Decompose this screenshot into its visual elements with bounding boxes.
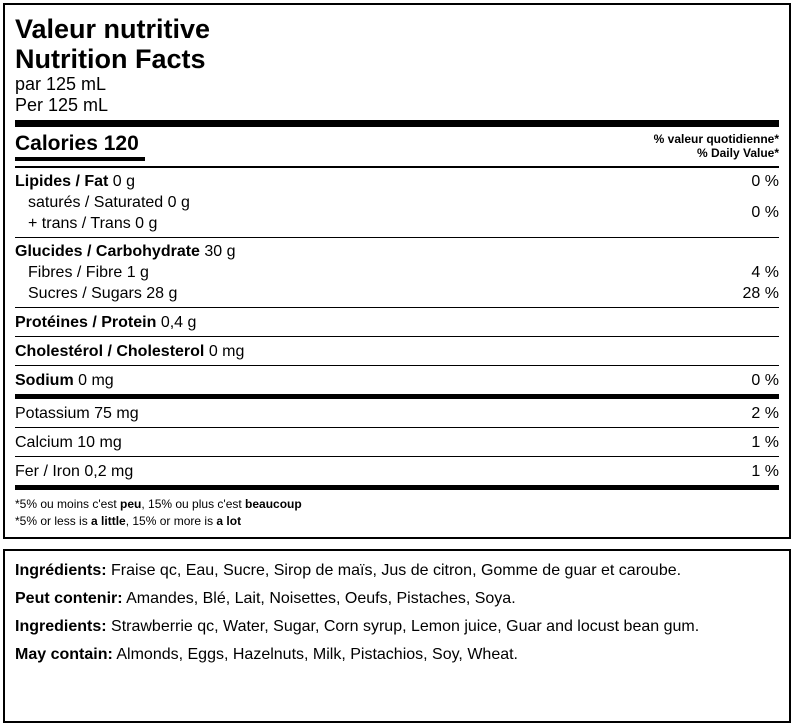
- footnote-en-emphasis: a little: [91, 514, 126, 528]
- may-contain-french-label: Peut contenir:: [15, 590, 123, 607]
- heavy-divider: [15, 120, 779, 127]
- ingredients-french-label: Ingrédients:: [15, 562, 107, 579]
- trans-row: [15, 213, 190, 234]
- fibre-dv: 4 %: [751, 264, 779, 281]
- daily-value-header-french: % valeur quotidienne*: [653, 132, 779, 146]
- footnote: [15, 496, 779, 530]
- sodium-label: Sodium: [15, 371, 74, 389]
- daily-value-header: [654, 132, 779, 160]
- carbohydrate-row: [15, 241, 779, 262]
- calories-text: [15, 131, 145, 161]
- ingredients-english-text: Strawberrie qc, Water, Sugar, Corn syrup, Lemon juice, Guar and locust bean gum.: [111, 618, 700, 635]
- fat-amount: 0 g: [112, 173, 136, 190]
- sodium-row: [15, 366, 779, 394]
- footnote-en-part: *5% or less is: [15, 514, 92, 528]
- saturated-trans-group: [15, 192, 779, 234]
- nutrition-facts-table: [3, 3, 791, 539]
- footnote-fr-emphasis: peu: [120, 497, 142, 511]
- iron-label: Fer / Iron: [15, 462, 80, 480]
- calcium-amount: 10 mg: [77, 433, 122, 451]
- footnote-en-part: , 15% or more is: [125, 514, 217, 528]
- cholesterol-amount: 0 mg: [208, 342, 245, 360]
- fibre-label: Fibres / Fibre: [28, 264, 123, 281]
- daily-value-header-english: % Daily Value*: [696, 146, 779, 160]
- saturated-trans-lines: [15, 192, 190, 234]
- footnote-en-emphasis: a lot: [216, 514, 242, 528]
- calcium-label: Calcium: [15, 433, 73, 451]
- divider: [15, 166, 779, 168]
- trans-label: + trans / Trans: [28, 215, 131, 232]
- ingredients-french-text: Fraise qc, Eau, Sucre, Sirop de maïs, Jus de citron, Gomme de guar et caroube.: [111, 562, 682, 579]
- calories-row: [15, 127, 779, 166]
- protein-row: [15, 308, 779, 336]
- calcium-dv: 1 %: [751, 433, 779, 451]
- protein-amount: 0,4 g: [160, 313, 197, 331]
- serving-size-french: par 125 mL: [15, 74, 107, 94]
- footnote-fr-part: *5% ou moins c'est: [15, 497, 121, 511]
- may-contain-french-text: Amandes, Blé, Lait, Noisettes, Oeufs, Pistaches, Soya.: [126, 590, 516, 607]
- calcium-row: [15, 428, 779, 456]
- footnote-fr-emphasis: beaucoup: [245, 497, 302, 511]
- serving-size-english: Per 125 mL: [15, 95, 109, 115]
- fat-row: [15, 171, 779, 192]
- title-english: Nutrition Facts: [15, 44, 206, 74]
- iron-amount: 0,2 mg: [84, 462, 134, 480]
- may-contain-english: [15, 644, 779, 672]
- fat-dv: 0 %: [751, 173, 779, 190]
- sugars-label: Sucres / Sugars: [28, 285, 142, 302]
- sodium-dv: 0 %: [751, 371, 779, 389]
- ingredients-french: [15, 560, 779, 588]
- saturated-trans-dv: 0 %: [751, 204, 779, 221]
- protein-label: Protéines / Protein: [15, 313, 157, 331]
- saturated-label: saturés / Saturated: [28, 194, 164, 211]
- ingredients-english: [15, 616, 779, 644]
- divider: [15, 237, 779, 238]
- trans-amount: 0 g: [135, 215, 158, 232]
- potassium-amount: 75 mg: [94, 404, 139, 422]
- potassium-label: Potassium: [15, 404, 90, 422]
- may-contain-french: [15, 588, 779, 616]
- saturated-amount: 0 g: [167, 194, 190, 211]
- fat-label-group: [15, 171, 135, 192]
- saturated-row: [15, 192, 190, 213]
- sodium-amount: 0 mg: [78, 371, 114, 389]
- potassium-row: [15, 399, 779, 427]
- may-contain-english-text: Almonds, Eggs, Hazelnuts, Milk, Pistachios, Soy, Wheat.: [116, 646, 518, 663]
- calories-value: 120: [103, 132, 139, 155]
- cholesterol-label: Cholestérol / Cholesterol: [15, 342, 205, 360]
- potassium-dv: 2 %: [751, 404, 779, 422]
- sugars-amount: 28 g: [146, 285, 178, 302]
- fibre-row: [15, 262, 779, 283]
- footnote-fr-part: , 15% ou plus c'est: [141, 497, 246, 511]
- iron-dv: 1 %: [751, 462, 779, 480]
- footnote-french: [15, 496, 779, 513]
- title-french: Valeur nutritive: [15, 14, 211, 44]
- iron-row: [15, 457, 779, 485]
- cholesterol-row: [15, 337, 779, 365]
- fat-label: Lipides / Fat: [15, 173, 109, 190]
- calories-label: Calories: [15, 132, 98, 155]
- heavy-divider: [15, 485, 779, 490]
- ingredients-english-label: Ingredients:: [15, 618, 107, 635]
- footnote-english: [15, 513, 779, 530]
- ingredients-panel: [3, 549, 791, 723]
- sugars-row: [15, 283, 779, 304]
- carbohydrate-label: Glucides / Carbohydrate: [15, 243, 200, 260]
- fibre-amount: 1 g: [126, 264, 149, 281]
- carbohydrate-amount: 30 g: [204, 243, 236, 260]
- may-contain-english-label: May contain:: [15, 646, 113, 663]
- sugars-dv: 28 %: [742, 285, 779, 302]
